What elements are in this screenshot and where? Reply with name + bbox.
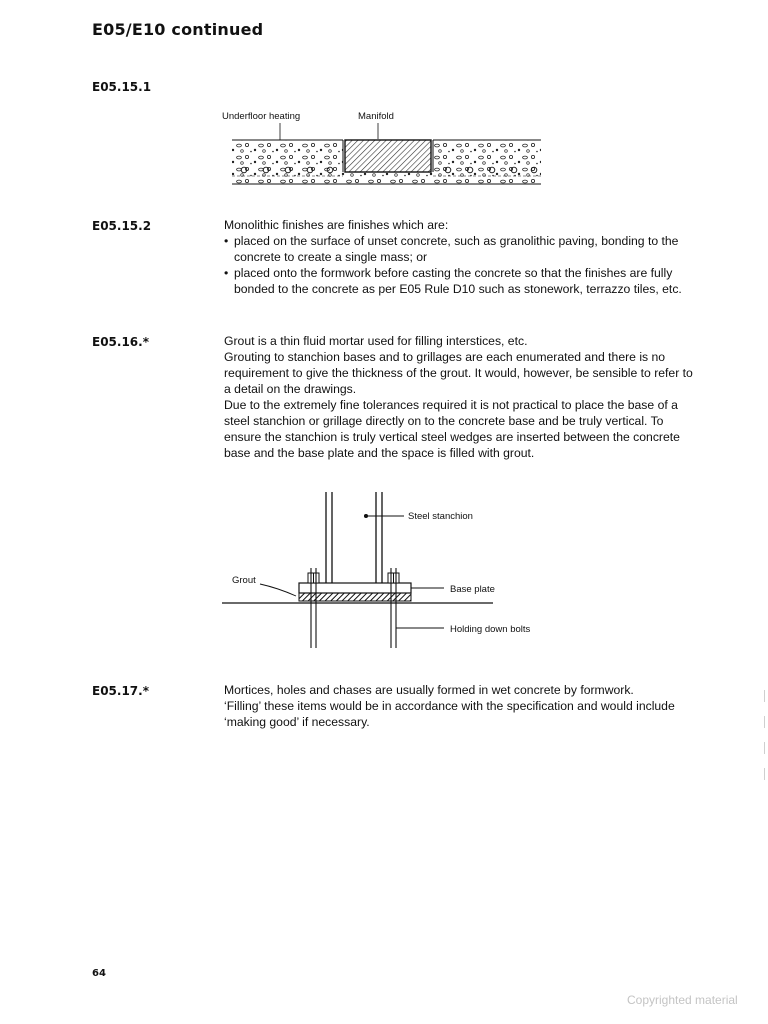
monolithic-intro: Monolithic finishes are finishes which are: bbox=[224, 218, 449, 232]
clause-number-e05-15-1: E05.15.1 bbox=[92, 80, 152, 94]
paragraph: Grout is a thin fluid mortar used for filling interstices, etc. bbox=[224, 334, 528, 348]
page-title: E05/E10 continued bbox=[92, 20, 264, 39]
screed-under-manifold bbox=[343, 172, 433, 184]
steel-stanchion bbox=[326, 492, 382, 583]
list-item: • placed on the surface of unset concrete, such as granolithic paving, bonding to the concrete to create a single mass; or bbox=[224, 234, 679, 264]
clause-text-e05-16 bbox=[224, 333, 694, 461]
clause-text-e05-15-2 bbox=[224, 217, 694, 297]
margin-mark bbox=[764, 716, 765, 728]
clause-text-e05-17 bbox=[224, 682, 694, 730]
paragraph: Mortices, holes and chases are usually formed in wet concrete by formwork. bbox=[224, 683, 634, 697]
screed-left bbox=[232, 140, 343, 184]
stanchion-grout-diagram bbox=[228, 488, 558, 653]
paragraph: Grouting to stanchion bases and to grillages are each enumerated and there is no requirement to give the thickness of the grout. It would, however, be sensible to refer to a detail on the drawings. bbox=[224, 350, 693, 396]
holding-down-bolts bbox=[311, 568, 396, 648]
label-holding-down-bolts: Holding down bolts bbox=[450, 624, 531, 635]
bolt-nuts bbox=[308, 573, 399, 583]
page-number: 64 bbox=[92, 968, 106, 979]
margin-mark bbox=[764, 742, 765, 754]
manifold-box bbox=[345, 140, 431, 172]
clause-number-e05-16: E05.16.* bbox=[92, 335, 149, 349]
underfloor-heating-diagram bbox=[222, 106, 552, 190]
monolithic-list bbox=[224, 233, 694, 297]
label-underfloor-heating: Underfloor heating bbox=[222, 111, 301, 122]
label-base-plate: Base plate bbox=[450, 584, 495, 595]
clause-number-e05-15-2: E05.15.2 bbox=[92, 219, 152, 233]
label-grout: Grout bbox=[232, 575, 256, 586]
clause-number-e05-17: E05.17.* bbox=[92, 684, 149, 698]
margin-mark bbox=[764, 690, 765, 702]
copyright-watermark: Copyrighted material bbox=[627, 993, 738, 1007]
paragraph: Due to the extremely fine tolerances required it is not practical to place the base of a steel stanchion or grillage directly on to the concrete base and be truly vertical. To ensure the stanchion is truly vertical steel wedges are inserted between the concrete base and the base plate and the space is filled with grout. bbox=[224, 398, 680, 460]
margin-mark bbox=[764, 768, 765, 780]
paragraph: ‘Filling’ these items would be in accordance with the specification and would include ‘making good’ if necessary. bbox=[224, 699, 675, 729]
label-steel-stanchion: Steel stanchion bbox=[408, 511, 473, 522]
list-item: • placed onto the formwork before casting the concrete so that the finishes are fully bonded to the concrete as per E05 Rule D10 such as stonework, terrazzo tiles, etc. bbox=[224, 266, 682, 296]
screed-right bbox=[433, 140, 541, 184]
label-manifold: Manifold bbox=[358, 111, 394, 122]
